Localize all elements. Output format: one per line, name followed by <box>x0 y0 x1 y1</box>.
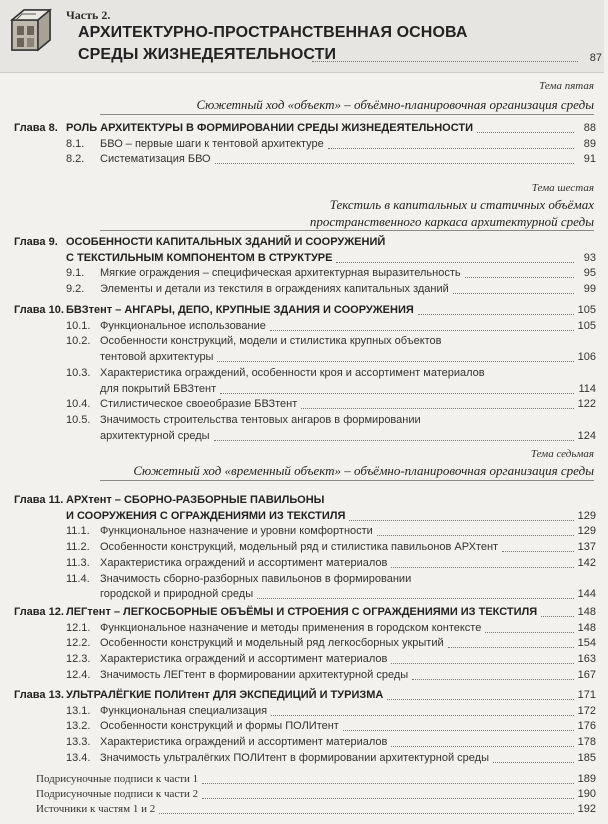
chapter-title-line: И СООРУЖЕНИЯ С ОГРАЖДЕНИЯМИ ИЗ ТЕКСТИЛЯ <box>66 509 346 522</box>
subsection-title-line: Элементы и детали из текстиля в ограждениях капитальных зданий <box>100 283 449 296</box>
dot-leader <box>387 699 574 700</box>
subsection-page-number: 142 <box>577 556 596 569</box>
subsection-page-number: 106 <box>577 351 596 364</box>
subsection-number: 10.2. <box>66 335 91 348</box>
subsection-page-number: 95 <box>583 267 596 280</box>
subsection-number: 9.1. <box>66 267 85 280</box>
theme-rule <box>100 480 594 481</box>
dot-leader <box>215 163 574 164</box>
part-title-line1: АРХИТЕКТУРНО-ПРОСТРАНСТВЕННАЯ ОСНОВА <box>78 24 468 41</box>
dot-leader <box>349 520 574 521</box>
dot-leader <box>257 598 574 599</box>
subsection-number: 11.3. <box>66 556 90 569</box>
dot-leader <box>485 632 574 633</box>
dot-leader <box>343 730 574 731</box>
subsection-page-number: 122 <box>577 398 596 411</box>
appendix-title: Подрисуночные подписи к части 2 <box>36 788 199 800</box>
appendix-page-number: 189 <box>577 773 596 785</box>
chapter-label: Глава 8. <box>14 122 58 134</box>
subsection-title-line: Особенности конструкций и модельный ряд легкосборных укрытий <box>100 637 444 650</box>
part-page-number: 87 <box>589 52 602 64</box>
subsection-title-line: Функциональное назначение и уровни комфортности <box>100 525 373 538</box>
subsection-number: 12.1. <box>66 621 91 634</box>
theme-label: Тема пятая <box>539 80 594 92</box>
subsection-title-line: БВО – первые шаги к тентовой архитектуре <box>100 137 324 150</box>
part-title-line2: СРЕДЫ ЖИЗНЕДЕЯТЕЛЬНОСТИ <box>78 46 337 63</box>
dot-leader <box>328 148 574 149</box>
chapter-label: Глава 13. <box>14 689 64 701</box>
dot-leader <box>502 551 574 552</box>
dot-leader <box>493 762 574 763</box>
subsection-title-line: Характеристика ограждений и ассортимент материалов <box>100 556 388 569</box>
subsection-number: 11.1. <box>66 525 90 538</box>
chapter-title-line: АРХтент – СБОРНО-РАЗБОРНЫЕ ПАВИЛЬОНЫ <box>66 494 325 506</box>
chapter-label: Глава 10. <box>14 304 64 316</box>
theme-rule <box>100 230 594 231</box>
dot-leader <box>159 813 574 814</box>
subsection-page-number: 163 <box>577 653 596 666</box>
subsection-page-number: 148 <box>577 621 596 634</box>
chapter-title-line: БВЗтент – АНГАРЫ, ДЕПО, КРУПНЫЕ ЗДАНИЯ И СООРУЖЕНИЯ <box>66 304 414 316</box>
subsection-number: 13.4. <box>66 751 91 764</box>
appendix-page-number: 192 <box>577 803 596 815</box>
subsection-title-line: Особенности конструкций, модели и стилистика крупных объектов <box>100 335 442 348</box>
subsection-page-number: 178 <box>577 736 596 749</box>
chapter-label: Глава 12. <box>14 606 64 618</box>
chapter-label: Глава 9. <box>14 236 58 248</box>
subsection-number: 10.1. <box>66 319 91 332</box>
subsection-number: 8.1. <box>66 137 85 150</box>
chapter-page-number: 171 <box>577 689 596 701</box>
theme-rule <box>100 114 594 115</box>
subsection-title-line: архитектурной среды <box>100 429 210 442</box>
subsection-number: 10.4. <box>66 398 91 411</box>
theme-label: Тема седьмая <box>530 448 594 460</box>
subsection-title-line: Функциональная специализация <box>100 704 268 717</box>
theme-title-line: Сюжетный ход «объект» – объёмно-планировочная организация среды <box>196 97 594 112</box>
dot-leader <box>217 361 574 362</box>
subsection-page-number: 129 <box>577 525 596 538</box>
subsection-number: 13.2. <box>66 720 91 733</box>
subsection-title-line: для покрытий БВЗтент <box>100 382 217 395</box>
subsection-number: 10.5. <box>66 413 91 426</box>
subsection-title-line: Характеристика ограждений, особенности кроя и ассортимент материалов <box>100 366 485 379</box>
subsection-page-number: 137 <box>577 541 596 554</box>
dot-leader <box>214 440 574 441</box>
subsection-page-number: 89 <box>583 137 596 150</box>
building-cube-icon <box>6 6 54 54</box>
chapter-title-line: ОСОБЕННОСТИ КАПИТАЛЬНЫХ ЗДАНИЙ И СООРУЖЕНИЙ <box>66 236 386 248</box>
theme-label: Тема шестая <box>531 182 594 194</box>
subsection-number: 13.1. <box>66 704 91 717</box>
subsection-number: 11.2. <box>66 541 90 554</box>
dot-leader <box>301 408 574 409</box>
chapter-page-number: 105 <box>577 304 596 316</box>
dot-leader <box>336 262 574 263</box>
subsection-title-line: Характеристика ограждений и ассортимент материалов <box>100 653 388 666</box>
subsection-number: 9.2. <box>66 283 85 296</box>
theme-title-line: Текстиль в капитальных и статичных объёмах <box>329 197 594 212</box>
subsection-title-line: городской и природной среды <box>100 588 254 601</box>
theme-title-line: пространственного каркаса архитектурной среды <box>309 214 594 229</box>
dot-leader <box>220 393 574 394</box>
subsection-title-line: Систематизация БВО <box>100 153 211 166</box>
subsection-title-line: Стилистическое своеобразие БВЗтент <box>100 398 298 411</box>
dot-leader <box>391 567 574 568</box>
subsection-page-number: 167 <box>577 668 596 681</box>
subsection-title-line: Особенности конструкций, модельный ряд и стилистика павильонов АРХтент <box>100 541 499 554</box>
chapter-page-number: 88 <box>583 122 596 134</box>
dot-leader <box>448 647 574 648</box>
subsection-title-line: Мягкие ограждения – специфическая архитектурная выразительность <box>100 267 461 280</box>
subsection-page-number: 91 <box>583 153 596 166</box>
dot-leader <box>391 746 574 747</box>
dot-leader <box>271 715 574 716</box>
subsection-title-line: Значимость ЛЕГтент в формировании архитектурной среды <box>100 668 409 681</box>
theme-title-line: Сюжетный ход «временный объект» – объёмно-планировочная организация среды <box>133 463 594 478</box>
appendix-title: Подрисуночные подписи к части 1 <box>36 773 199 785</box>
subsection-number: 8.2. <box>66 153 85 166</box>
dot-leader <box>270 330 574 331</box>
dot-leader <box>202 783 574 784</box>
subsection-page-number: 176 <box>577 720 596 733</box>
subsection-number: 13.3. <box>66 736 91 749</box>
part-label: Часть 2. <box>66 8 111 22</box>
subsection-title-line: Функциональное назначение и методы применения в городском контексте <box>100 621 482 634</box>
chapter-title-line: ЛЕГтент – ЛЕГКОСБОРНЫЕ ОБЪЁМЫ И СТРОЕНИЯ С ОГРАЖДЕНИЯМИ ИЗ ТЕКСТИЛЯ <box>66 606 538 618</box>
dot-leader <box>312 61 578 62</box>
dot-leader <box>541 616 574 617</box>
subsection-number: 11.4. <box>66 572 90 585</box>
subsection-page-number: 144 <box>577 588 596 601</box>
chapter-title-line: РОЛЬ АРХИТЕКТУРЫ В ФОРМИРОВАНИИ СРЕДЫ ЖИЗНЕДЕЯТЕЛЬНОСТИ <box>66 122 473 134</box>
subsection-page-number: 105 <box>577 319 596 332</box>
subsection-page-number: 154 <box>577 637 596 650</box>
subsection-number: 12.2. <box>66 637 91 650</box>
subsection-page-number: 185 <box>577 751 596 764</box>
dot-leader <box>453 293 574 294</box>
dot-leader <box>465 277 574 278</box>
chapter-title-line: УЛЬТРАЛЁГКИЕ ПОЛИтент ДЛЯ ЭКСПЕДИЦИЙ И ТУРИЗМА <box>66 689 384 701</box>
subsection-title-line: Функциональное использование <box>100 319 266 332</box>
chapter-page-number: 129 <box>577 509 596 522</box>
subsection-number: 10.3. <box>66 366 91 379</box>
dot-leader <box>477 132 574 133</box>
subsection-page-number: 172 <box>577 704 596 717</box>
subsection-page-number: 114 <box>578 382 596 395</box>
chapter-title-line: С ТЕКСТИЛЬНЫМ КОМПОНЕНТОМ В СТРУКТУРЕ <box>66 251 333 264</box>
subsection-title-line: Значимость строительства тентовых ангаров в формировании <box>100 413 421 426</box>
subsection-title-line: Значимость ультралёгких ПОЛИтент в формировании архитектурной среды <box>100 751 490 764</box>
dot-leader <box>202 798 574 799</box>
chapter-page-number: 148 <box>577 606 596 618</box>
appendix-title: Источники к частям 1 и 2 <box>36 803 156 815</box>
subsection-title-line: Особенности конструкций и формы ПОЛИтент <box>100 720 339 733</box>
subsection-page-number: 99 <box>583 283 596 296</box>
dot-leader <box>418 314 574 315</box>
subsection-title-line: тентовой архитектуры <box>100 351 214 364</box>
subsection-title-line: Значимость сборно-разборных павильонов в формировании <box>100 572 412 585</box>
appendix-page-number: 190 <box>577 788 596 800</box>
chapter-label: Глава 11. <box>14 494 64 506</box>
subsection-number: 12.3. <box>66 653 91 666</box>
dot-leader <box>377 535 574 536</box>
subsection-title-line: Характеристика ограждений и ассортимент материалов <box>100 736 388 749</box>
dot-leader <box>412 679 574 680</box>
subsection-page-number: 124 <box>577 429 596 442</box>
chapter-page-number: 93 <box>583 251 596 264</box>
dot-leader <box>391 663 574 664</box>
subsection-number: 12.4. <box>66 668 91 681</box>
